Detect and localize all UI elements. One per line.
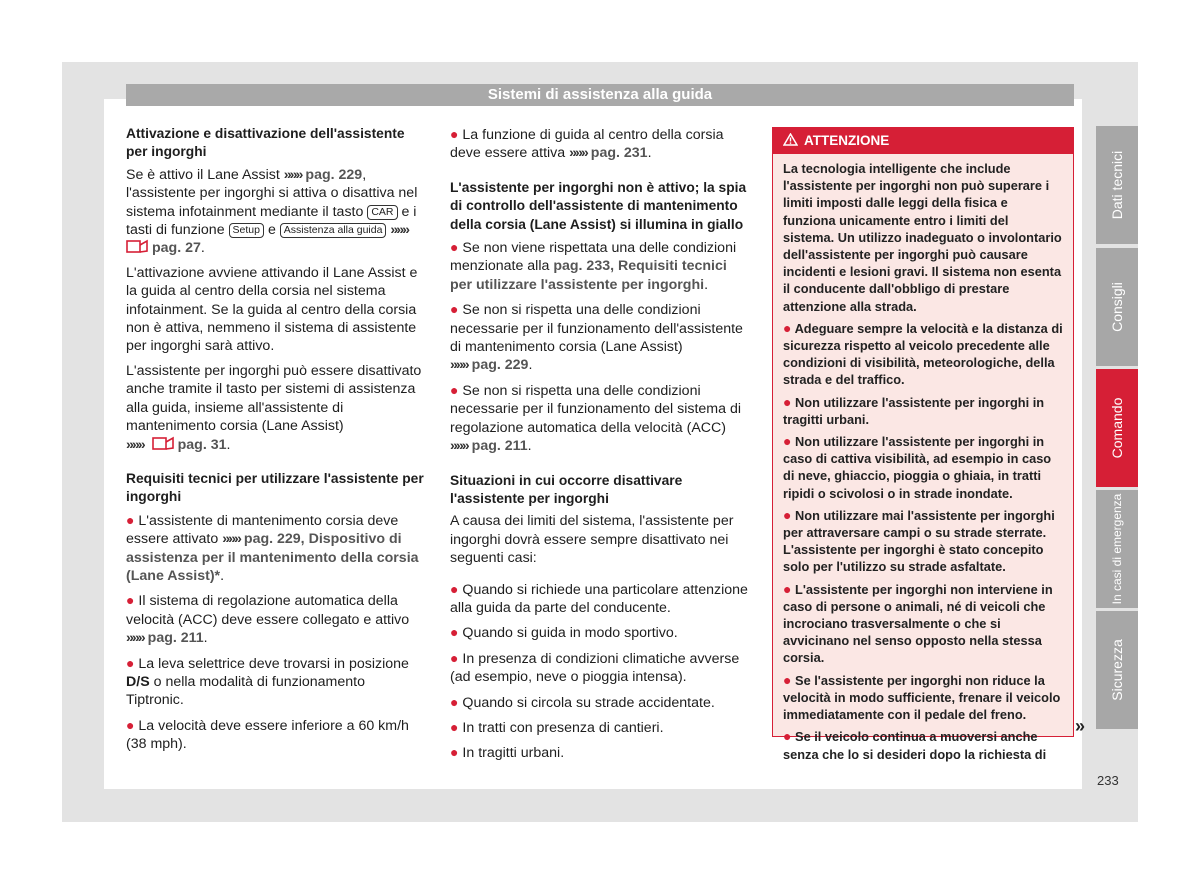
ref-arrow-icon: »»» [450,357,468,374]
list-item: ● Se non viene rispettata una delle condizioni menzionate alla pag. 233, Requisiti tecnici per utilizzare l'assistente per ingorghi. [450,239,737,293]
warning-item: ● Non utilizzare l'assistente per ingorghi in tragitti urbani. [783,393,1045,427]
warning-triangle-icon [783,133,798,146]
assistance-key-icon: Assistenza alla guida [280,223,387,238]
page-ref-link[interactable]: pag. 27 [152,240,201,257]
bullet-icon: ● [450,126,459,142]
bullet-icon: ● [783,393,792,410]
page-ref-link[interactable]: pag. 231 [590,145,648,162]
paragraph-deactivation: L'assistente per ingorghi può essere disattivato anche tramite il tasto per sistemi di assistenza alla guida, insieme all'assistente di mantenimento corsia (Lane Assist) »»» pag. 31. [126,362,422,453]
bullet-icon: ● [450,744,459,761]
list-item: ● La leva selettrice deve trovarsi in posizione D/S o nella modalità di funzionamento Tiptronic. [126,654,409,709]
tab-consigli[interactable]: Consigli [1096,248,1138,366]
ref-arrow-icon: »»» [222,531,240,548]
list-item: ● Quando si richiede una particolare attenzione alla guida da parte del conducente. [450,580,748,616]
page-ref-link[interactable]: pag. 229 [305,166,363,183]
list-item: ● La velocità deve essere inferiore a 60 km/h (38 mph). [126,716,409,753]
list-item: ● La funzione di guida al centro della corsia deve essere attiva »»» pag. 231. [450,126,724,162]
paragraph-activation: Se è attivo il Lane Assist »»» pag. 229, l'assistente per ingorghi si attiva o disattiva nel sistema infotainment mediante il tasto CAR e i tasti di funzione Setup e Assistenza alla guida »»» pag. 27. [126,166,418,257]
list-item: ● Se non si rispetta una delle condizioni necessarie per il funzionamento del sistema di regolazione automatica della velocità (ACC) »»» pag. 211. [450,381,741,455]
bullet-icon: ● [783,728,792,745]
bullet-icon: ● [783,433,792,450]
book-reference-icon [126,239,148,253]
bullet-icon: ● [450,301,459,318]
page-ref-link[interactable]: pag. 31 [177,436,227,453]
column-2 [450,125,750,769]
warning-header: ATTENZIONE [773,128,1073,154]
ref-arrow-icon: »»» [450,438,468,455]
car-key-icon: CAR [367,205,397,220]
bullet-icon: ● [783,671,792,688]
list-item: ● Quando si circola su strade accidentate. [450,693,715,711]
bullet-icon: ● [450,718,459,735]
warning-item: ● Non utilizzare mai l'assistente per ingorghi per attraversare campi o su strade sterrate. L'assistente per ingorghi è stato concepito solo per l'utilizzo su strade asfaltate. [783,506,1055,575]
bullet-icon: ● [783,580,792,597]
ref-arrow-icon: »»» [126,630,144,647]
paragraph-situations: A causa dei limiti del sistema, l'assistente per ingorghi dovrà essere sempre disattivato nei seguenti casi: [450,513,734,567]
bullet-icon: ● [126,511,135,528]
setup-key-icon: Setup [229,223,264,238]
list-item: ● L'assistente di mantenimento corsia deve essere attivato »»» pag. 229, Dispositivo di assistenza per il mantenimento della corsia (Lane Assist)*. [126,511,419,584]
section-header: Sistemi di assistenza alla guida [126,84,1074,106]
bullet-icon: ● [450,580,459,597]
warning-body [773,154,1073,763]
continue-icon: » [1075,716,1086,736]
ref-arrow-icon: »»» [390,222,409,239]
page-ref-link[interactable]: pag. 233, Requisiti tecnici per utilizzare l'assistente per ingorghi [450,258,727,293]
bullet-icon: ● [783,506,792,523]
page-number: 233 [1097,773,1119,788]
heading-requirements: Requisiti tecnici per utilizzare l'assistente per ingorghi [126,470,424,505]
bullet-icon: ● [126,654,135,671]
heading-situations: Situazioni in cui occorre disattivare l'assistente per ingorghi [450,472,683,506]
list-item: ● Quando si guida in modo sportivo. [450,624,678,642]
tab-casi-di-emergenza[interactable]: In casi di emergenza [1096,490,1138,608]
warning-item: ● Adeguare sempre la velocità e la distanza di sicurezza rispetto al veicolo precedente alle condizioni di visibilità, meteorologiche, della strada e del traffico. [783,319,1063,388]
bullet-icon: ● [450,381,459,398]
bullet-icon: ● [126,592,135,609]
heading-not-active: L'assistente per ingorghi non è attivo; la spia di controllo dell'assistente di mantenimento della corsia (Lane Assist) si illumina in giallo [450,179,747,232]
ref-arrow-icon: »»» [569,145,587,162]
list-item: ● Se non si rispetta una delle condizioni necessarie per il funzionamento dell'assistente di mantenimento corsia (Lane Assist) »»» pag. 229. [450,301,743,374]
list-item: ● Il sistema di regolazione automatica della velocità (ACC) deve essere collegato e attivo »»» pag. 211. [126,592,410,647]
book-reference-icon [152,436,174,450]
bullet-icon: ● [450,649,459,666]
ref-arrow-icon: »»» [126,436,144,453]
warning-item: ● Se il veicolo continua a muoversi anche senza che lo si desideri dopo la richiesta di [783,728,1047,762]
list-item: ● In presenza di condizioni climatiche avverse (ad esempio, neve o pioggia intensa). [450,649,740,686]
page-ref-link[interactable]: pag. 229, Dispositivo di assistenza per il mantenimento della corsia (Lane Assist)* [126,531,419,584]
page-ref-link[interactable]: pag. 229 [471,357,529,374]
warning-item: ● Se l'assistente per ingorghi non riduce la velocità in modo sufficiente, frenare il veicolo immediatamente con il pedale del freno. [783,671,1061,723]
list-item: ● In tratti con presenza di cantieri. [450,718,664,736]
warning-box [772,127,1074,762]
bullet-icon: ● [126,716,135,733]
tab-dati-tecnici[interactable]: Dati tecnici [1096,126,1138,244]
warning-item: ● L'assistente per ingorghi non interviene in caso di persone o animali, né di veicoli che incrociano trasversalmente o che si avvicinano nel senso opposto nella stessa corsia. [783,580,1053,666]
tab-comando[interactable]: Comando [1096,369,1138,487]
list-item: ● In tragitti urbani. [450,744,565,762]
page-ref-link[interactable]: pag. 211 [471,438,528,455]
warning-intro: La tecnologia intelligente che include l'assistente per ingorghi non può superare i limiti imposti dalle leggi della fisica e funziona unicamente entro i limiti del sistema. Un utilizzo inadeguato o involontario dell'assistente per ingorghi può causare incidenti e lesioni gravi. Il sistema non esenta il conducente dall'obbligo di prestare attenzione alla strada. [783,161,1062,314]
ref-arrow-icon: »»» [283,166,302,183]
page-ref-link[interactable]: pag. 211 [147,630,204,647]
warning-item: ● Non utilizzare l'assistente per ingorghi in caso di cattiva visibilità, ad esempio in caso di neve, ghiaccio, pioggia o ghiaia, in tratti ripidi o scivolosi o in strade inondate. [783,433,1052,501]
bullet-icon: ● [450,239,459,256]
bullet-icon: ● [783,319,792,336]
heading-activation: Attivazione e disattivazione dell'assistente per ingorghi [126,126,405,160]
bullet-icon: ● [450,624,459,641]
bullet-icon: ● [450,693,459,710]
paragraph-lane-assist: L'attivazione avviene attivando il Lane Assist e la guida al centro della corsia nel sistema infotainment. Se la guida al centro della corsia non è attiva, nemmeno il sistema di assistente per ingorghi sarà attivo. [126,264,418,355]
tab-sicurezza[interactable]: Sicurezza [1096,611,1138,729]
column-1 [126,125,426,760]
